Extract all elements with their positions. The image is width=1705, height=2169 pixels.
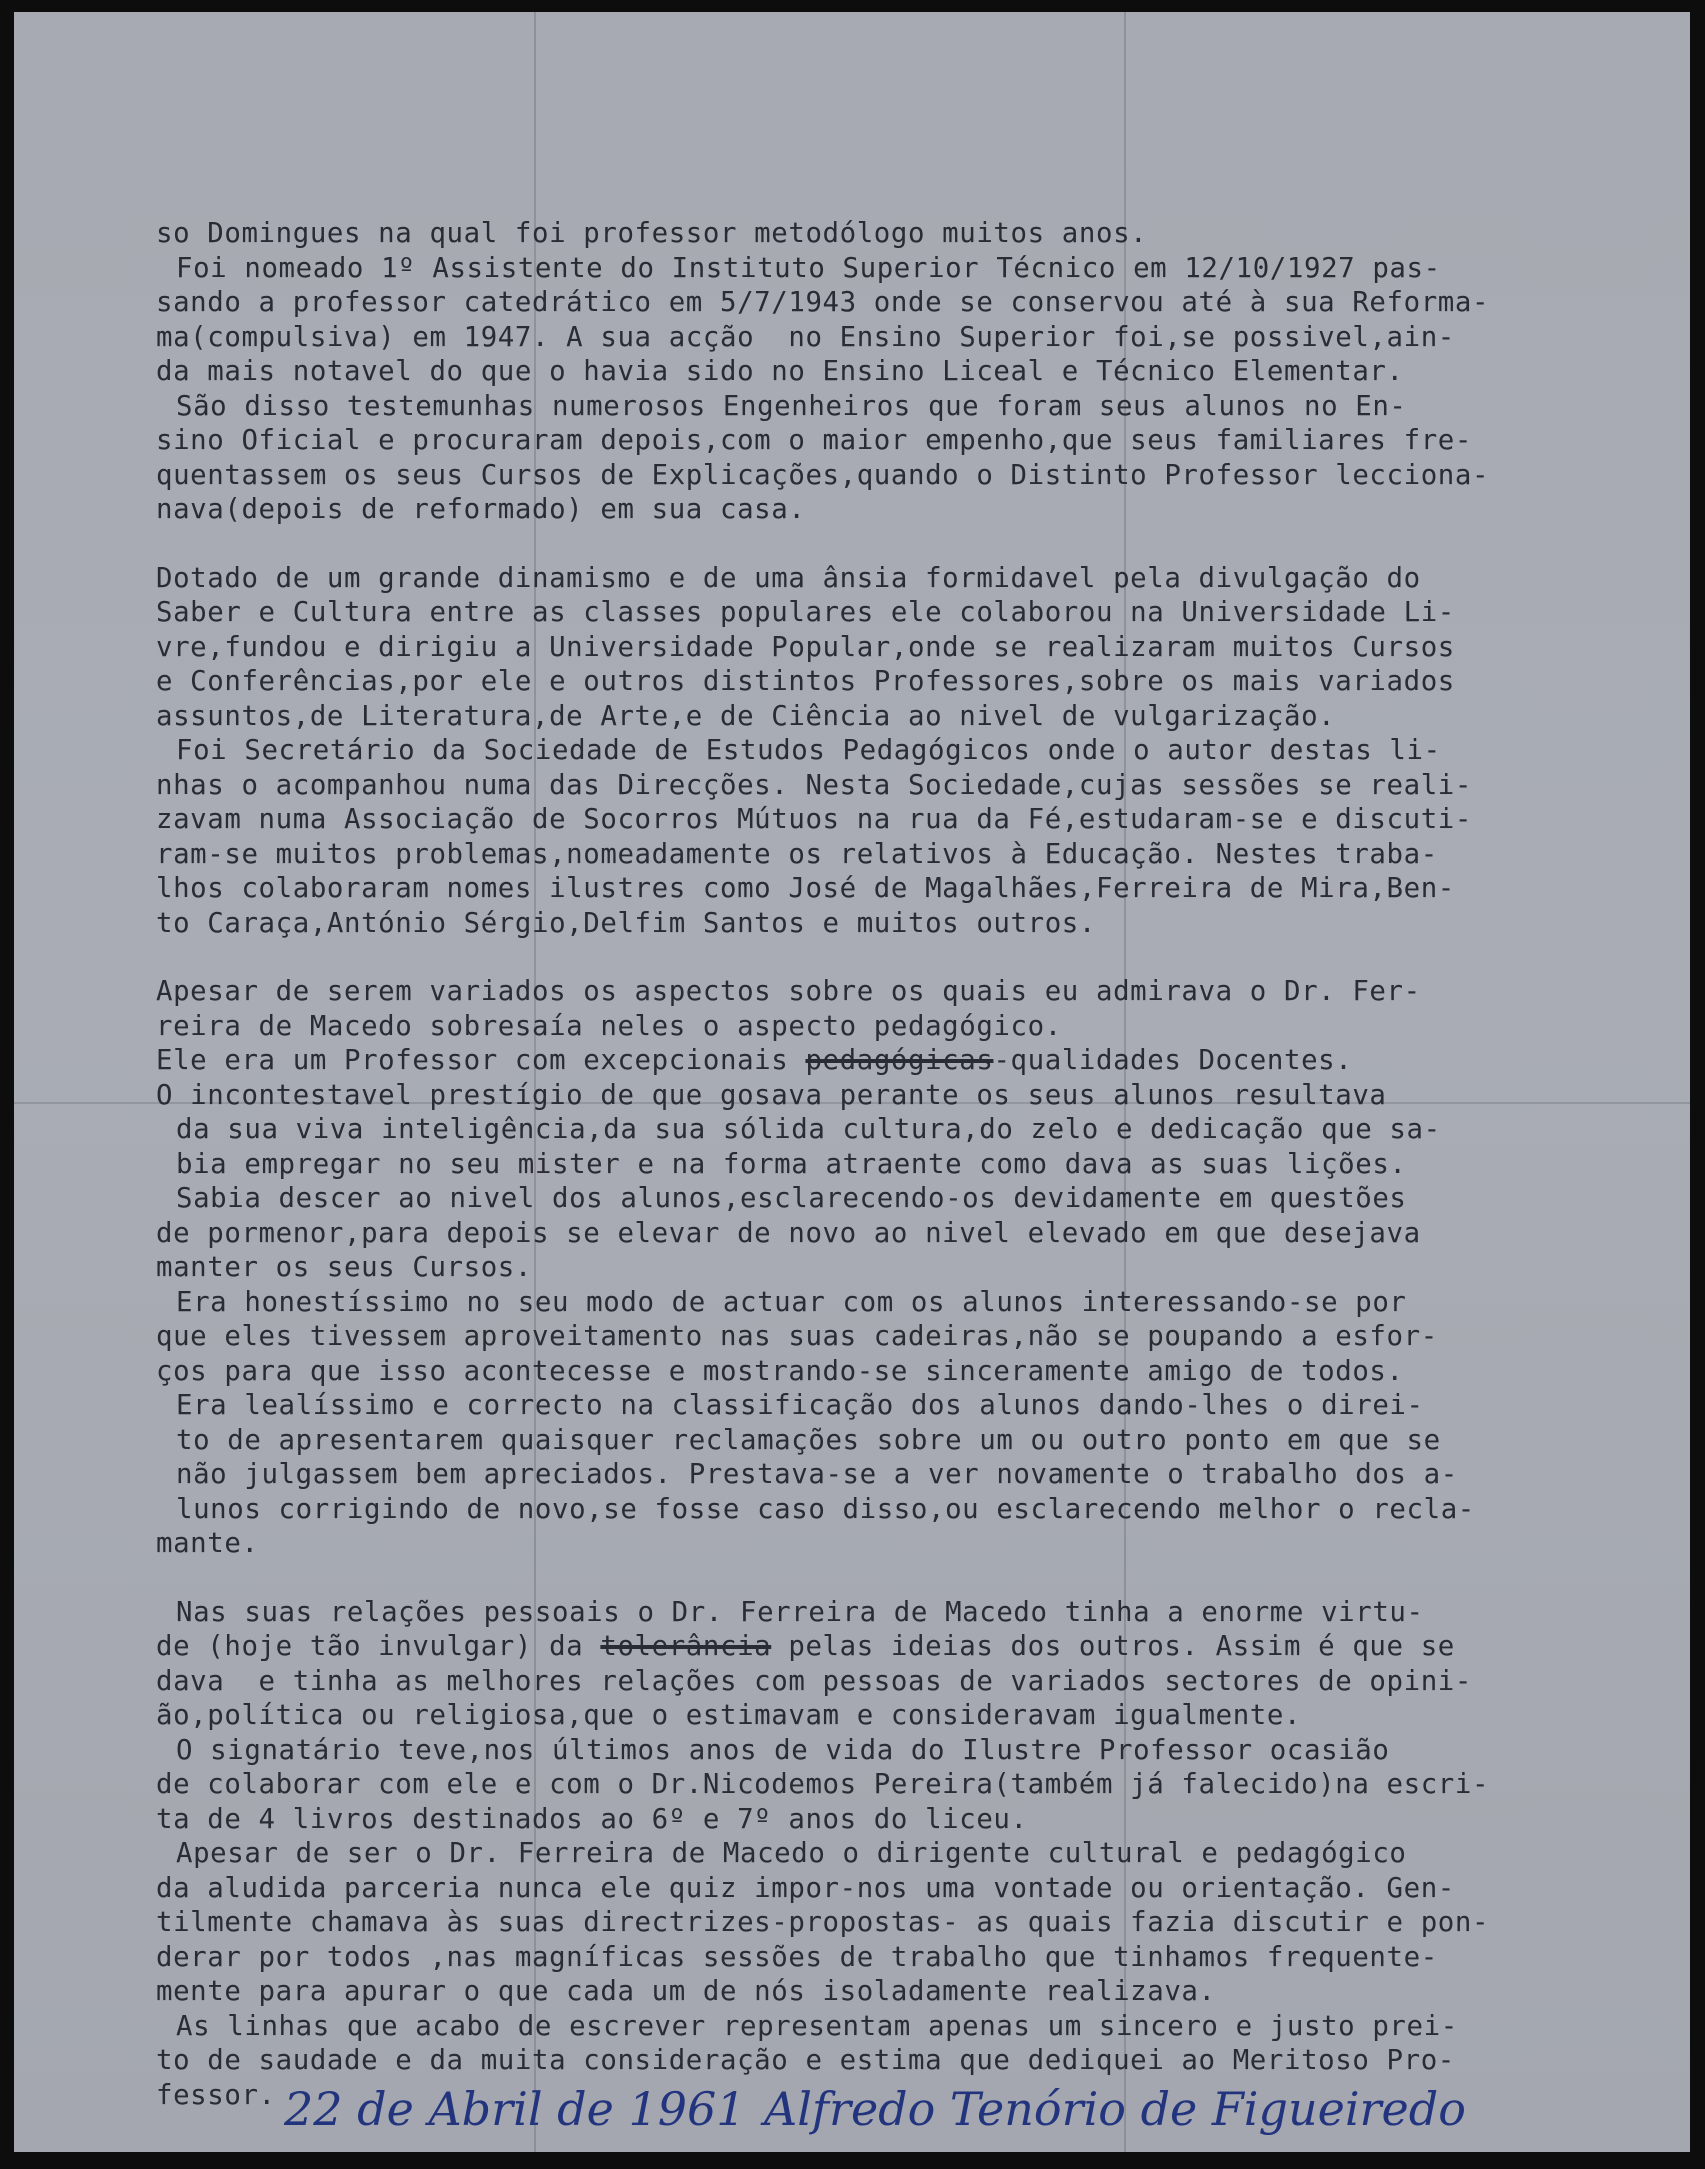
text-line-segment: pelas ideias dos outros. Assim é que se	[771, 1631, 1455, 1662]
text-line: da sua viva inteligência,da sua sólida cultura,do zelo e dedicação que sa-	[176, 1114, 1441, 1145]
text-line: bia empregar no seu mister e na forma atraente como dava as suas lições.	[176, 1148, 1407, 1180]
text-line: to Caraça,António Sérgio,Delfim Santos e muitos outros.	[156, 907, 1096, 939]
text-line: tilmente chamava às suas directrizes-propostas- as quais fazia discutir e pon-	[156, 1907, 1490, 1938]
text-line: fessor.	[156, 2079, 276, 2111]
text-line: Nas suas relações pessoais o Dr. Ferreira de Macedo tinha a enorme virtu-	[176, 1596, 1424, 1628]
text-line: lunos corrigindo de novo,se fosse caso disso,ou esclarecendo melhor o recla-	[176, 1493, 1475, 1525]
typewritten-letter-page	[14, 12, 1690, 2152]
text-line: Era honestíssimo no seu modo de actuar com os alunos interessando-se por	[176, 1286, 1407, 1318]
struck-out-word	[805, 1044, 993, 1079]
text-line: da mais notavel do que o havia sido no Ensino Liceal e Técnico Elementar.	[156, 356, 1404, 387]
paragraph	[156, 1596, 1656, 2114]
text-line: Apesar de serem variados os aspectos sobre os quais eu admirava o Dr. Fer-	[156, 976, 1421, 1007]
struck-out-text: pedagógicas	[805, 1045, 994, 1076]
text-line: ão,política ou religiosa,que o estimavam e consideravam igualmente.	[156, 1700, 1302, 1731]
text-line: zavam numa Associação de Socorros Mútuos na rua da Fé,estudaram-se e discuti-	[156, 804, 1472, 835]
text-line: mante.	[156, 1528, 259, 1559]
text-line	[156, 1630, 1656, 1665]
text-line-segment: de (hoje tão invulgar) da	[156, 1631, 601, 1662]
text-line: mente para apurar o que cada um de nós isoladamente realizava.	[156, 1976, 1216, 2007]
text-line: ços para que isso acontecesse e mostrando-se sinceramente amigo de todos.	[156, 1355, 1404, 1387]
text-line: não julgassem bem apreciados. Prestava-se a ver novamente o trabalho dos a-	[176, 1459, 1458, 1490]
text-line: sando a professor catedrático em 5/7/1943 onde se conservou até à sua Reforma-	[156, 287, 1490, 318]
paragraph	[156, 975, 1656, 1562]
text-line: assuntos,de Literatura,de Arte,e de Ciência ao nivel de vulgarização.	[156, 700, 1336, 732]
text-line: dava e tinha as melhores relações com pessoas de variados sectores de opini-	[156, 1665, 1472, 1697]
text-line: Foi nomeado 1º Assistente do Instituto Superior Técnico em 12/10/1927 pas-	[176, 252, 1441, 284]
text-line: sino Oficial e procuraram depois,com o maior empenho,que seus familiares fre-	[156, 425, 1472, 456]
text-line: que eles tivessem aproveitamento nas suas cadeiras,não se poupando a esfor-	[156, 1321, 1438, 1352]
text-line: derar por todos ,nas magníficas sessões de trabalho que tinhamos frequente-	[156, 1941, 1438, 1973]
handwritten-signature: Alfredo Tenório de Figueiredo	[764, 2082, 1466, 2136]
text-line: to de saudade e da muita consideração e estima que dediquei ao Meritoso Pro-	[156, 2045, 1455, 2076]
text-line: nava(depois de reformado) em sua casa.	[156, 494, 806, 525]
text-line	[156, 1044, 1656, 1079]
text-line: vre,fundou e dirigiu a Universidade Popular,onde se realizaram muitos Cursos	[156, 631, 1455, 663]
paragraph	[156, 562, 1656, 942]
text-line: ram-se muitos problemas,nomeadamente os relativos à Educação. Nestes traba-	[156, 838, 1438, 870]
text-line: As linhas que acabo de escrever representam apenas um sincero e justo prei-	[176, 2010, 1458, 2042]
text-line: Dotado de um grande dinamismo e de uma ânsia formidavel pela divulgação do	[156, 562, 1421, 594]
paragraph	[156, 217, 1656, 528]
paragraph-gap	[156, 1562, 1656, 1596]
text-line: O signatário teve,nos últimos anos de vida do Ilustre Professor ocasião	[176, 1734, 1390, 1766]
handwritten-footer	[284, 2082, 1584, 2152]
text-line: so Domingues na qual foi professor metodólogo muitos anos.	[156, 218, 1148, 249]
text-line: O incontestavel prestígio de que gosava perante os seus alunos resultava	[156, 1079, 1387, 1111]
text-line: Foi Secretário da Sociedade de Estudos Pedagógicos onde o autor destas li-	[176, 735, 1441, 766]
paragraph-gap	[156, 941, 1656, 975]
text-line-segment: -qualidades Docentes.	[993, 1045, 1353, 1076]
text-line: lhos colaboraram nomes ilustres como José de Magalhães,Ferreira de Mira,Ben-	[156, 873, 1455, 904]
text-line: de colaborar com ele e com o Dr.Nicodemos Pereira(também já falecido)na escri-	[156, 1769, 1490, 1800]
text-line: nhas o acompanhou numa das Direcções. Nesta Sociedade,cujas sessões se reali-	[156, 769, 1472, 801]
text-line: ma(compulsiva) em 1947. A sua acção no Ensino Superior foi,se possivel,ain-	[156, 321, 1455, 353]
text-line: Apesar de ser o Dr. Ferreira de Macedo o dirigente cultural e pedagógico	[176, 1838, 1407, 1869]
struck-out-text: tolerância	[600, 1631, 772, 1662]
text-line-segment: Ele era um Professor com excepcionais	[156, 1045, 806, 1076]
text-line: reira de Macedo sobresaía neles o aspecto pedagógico.	[156, 1010, 1062, 1042]
handwritten-date: 22 de Abril de 1961	[284, 2082, 746, 2136]
paragraph-gap	[156, 528, 1656, 562]
text-line: de pormenor,para depois se elevar de novo ao nivel elevado em que desejava	[156, 1217, 1421, 1249]
letter-body	[156, 217, 1656, 2113]
text-line: Sabia descer ao nivel dos alunos,esclarecendo-os devidamente em questões	[176, 1183, 1407, 1214]
text-line: Era lealíssimo e correcto na classificação dos alunos dando-lhes o direi-	[176, 1390, 1424, 1421]
text-line: São disso testemunhas numerosos Engenheiros que foram seus alunos no En-	[176, 390, 1407, 422]
struck-out-word	[600, 1630, 771, 1665]
text-line: manter os seus Cursos.	[156, 1252, 532, 1283]
text-line: Saber e Cultura entre as classes populares ele colaborou na Universidade Li-	[156, 597, 1455, 628]
text-line: to de apresentarem quaisquer reclamações sobre um ou outro ponto em que se	[176, 1424, 1441, 1456]
text-line: da aludida parceria nunca ele quiz impor-nos uma vontade ou orientação. Gen-	[156, 1872, 1455, 1904]
text-line: quentassem os seus Cursos de Explicações,quando o Distinto Professor lecciona-	[156, 459, 1490, 491]
text-line: ta de 4 livros destinados ao 6º e 7º anos do liceu.	[156, 1803, 1028, 1835]
text-line: e Conferências,por ele e outros distintos Professores,sobre os mais variados	[156, 666, 1455, 697]
